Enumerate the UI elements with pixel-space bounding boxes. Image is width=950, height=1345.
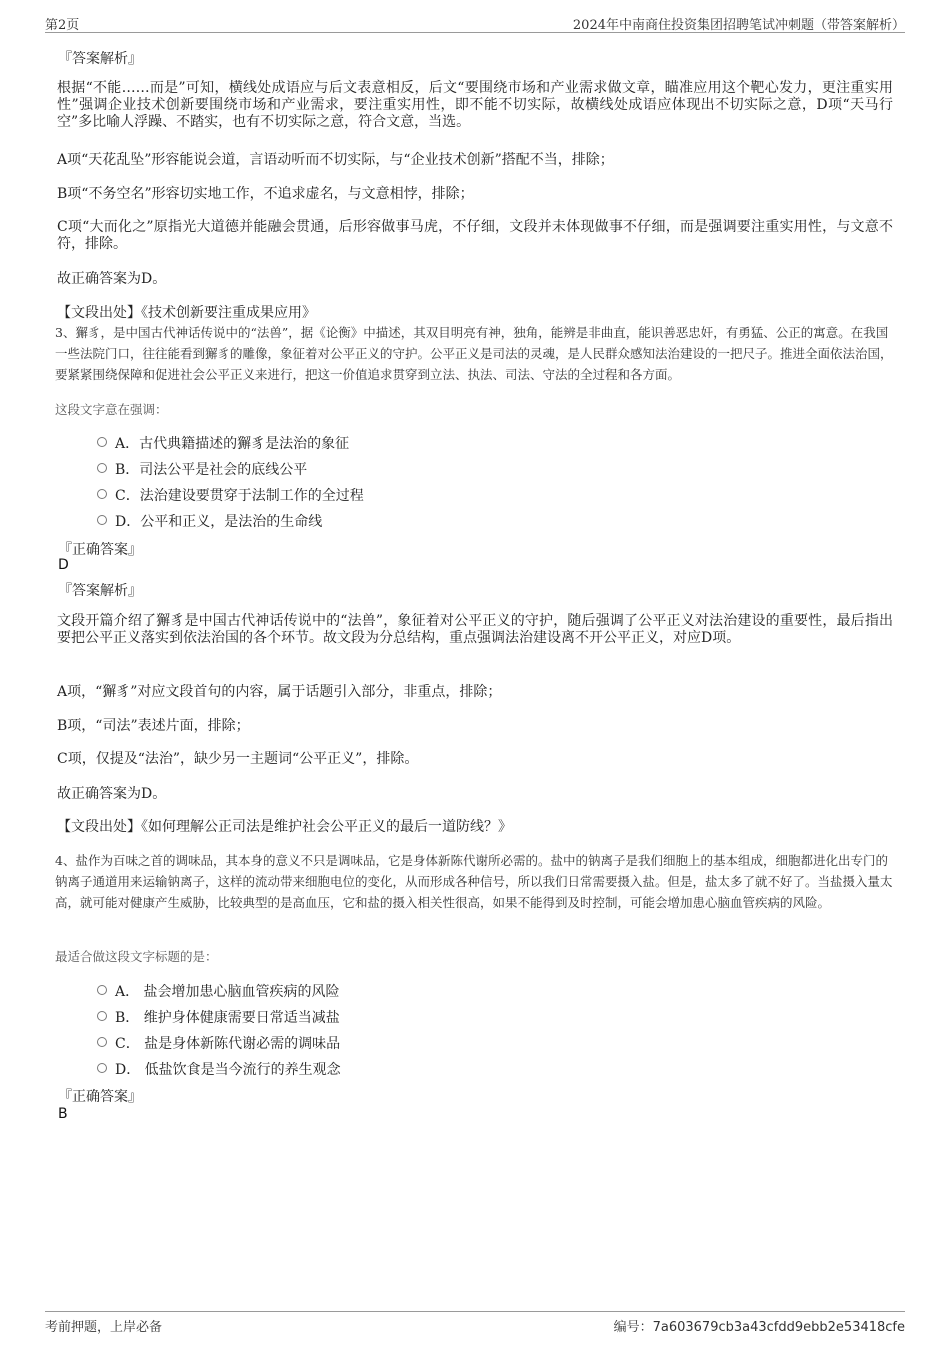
analysis-paragraph: A项，“獬豸”对应文段首句的内容，属于话题引入部分，非重点，排除；	[57, 684, 502, 700]
analysis-paragraph: A项“天花乱坠”形容能说会道，言语动听而不切实际，与“企业技术创新”搭配不当，排除；	[57, 152, 614, 168]
question-stem: 3、獬豸，是中国古代神话传说中的“法兽”，据《论衡》中描述，其双目明亮有神，独角，能辨是非曲直，能识善恶忠奸，有勇猛、公正的寓意。在我国一些法院门口，往往能看到獬豸的雕像，象征着对公平正义的守护。公平正义是司法的灵魂，是人民群众感知法治建设的一把尺子。推进全面依法治国，要紧紧围绕保障和促进社会公平正义来进行，把这一价值追求贯穿到立法、执法、司法、守法的全过程和各方面。	[55, 325, 893, 382]
option-a[interactable]	[97, 981, 950, 1001]
radio-button[interactable]	[97, 489, 107, 499]
conclusion: 故正确答案为D。	[57, 786, 167, 802]
analysis-paragraph: C项“大而化之”原指光大道德并能融会贯通，后形容做事马虎，不仔细，文段并未体现做事不仔细，而是强调要注重实用性，与文意不符，排除。	[57, 219, 893, 252]
footer-slogan: 考前押题，上岸必备	[45, 1320, 163, 1335]
option-label: C．法治建设要贯穿于法制工作的全过程	[115, 488, 364, 504]
radio-button[interactable]	[97, 437, 107, 447]
option-label: B． 维护身体健康需要日常适当减盐	[115, 1010, 340, 1026]
radio-button[interactable]	[97, 1037, 107, 1047]
option-d[interactable]	[97, 1059, 950, 1079]
analysis-paragraph: B项“不务空名”形容切实地工作，不追求虚名，与文意相悖，排除；	[57, 186, 474, 202]
option-a[interactable]	[97, 433, 950, 453]
radio-button[interactable]	[97, 515, 107, 525]
analysis-label: 『答案解析』	[58, 583, 142, 599]
radio-button[interactable]	[97, 985, 107, 995]
radio-button[interactable]	[97, 463, 107, 473]
page-header	[45, 10, 905, 33]
document-title: 2024年中南商住投资集团招聘笔试冲刺题（带答案解析）	[572, 18, 905, 33]
analysis-paragraph: B项，“司法”表述片面，排除；	[57, 718, 250, 734]
option-label: B．司法公平是社会的底线公平	[115, 462, 308, 478]
option-label: C． 盐是身体新陈代谢必需的调味品	[115, 1036, 341, 1052]
conclusion: 故正确答案为D。	[57, 271, 167, 287]
radio-button[interactable]	[97, 1011, 107, 1021]
document-code: 编号：7a603679cb3a43cfdd9ebb2e53418cfe	[613, 1320, 905, 1335]
source-citation: 【文段出处】《如何理解公正司法是维护社会公平正义的最后一道防线？》	[57, 819, 512, 835]
question-prompt: 最适合做这段文字标题的是：	[55, 949, 218, 964]
question-prompt: 这段文字意在强调：	[55, 402, 168, 417]
option-label: A．古代典籍描述的獬豸是法治的象征	[115, 436, 350, 452]
question-stem: 4、盐作为百味之首的调味品，其本身的意义不只是调味品，它是身体新陈代谢所必需的。盐中的钠离子是我们细胞上的基本组成，细胞都进化出专门的钠离子通道用来运输钠离子，这样的流动带来细胞电位的变化，从而形成各种信号，所以我们日常需要摄入盐。但是，盐太多了就不好了。当盐摄入量太高，就可能对健康产生威胁，比较典型的是高血压，它和盐的摄入相关性很高，如果不能得到及时控制，可能会增加患心脑血管疾病的风险。	[55, 853, 893, 910]
option-b[interactable]	[97, 459, 950, 479]
option-label: A． 盐会增加患心脑血管疾病的风险	[115, 984, 340, 1000]
option-label: D．公平和正义，是法治的生命线	[115, 514, 323, 530]
source-citation: 【文段出处】《技术创新要注重成果应用》	[57, 305, 316, 321]
option-d[interactable]	[97, 511, 950, 531]
correct-answer: B	[58, 1106, 68, 1122]
option-b[interactable]	[97, 1007, 950, 1027]
option-label: D． 低盐饮食是当今流行的养生观念	[115, 1062, 341, 1078]
correct-answer-label: 『正确答案』	[58, 542, 142, 558]
analysis-paragraph: 根据“不能……而是”可知，横线处成语应与后文表意相反，后文“要围绕市场和产业需求做文章，瞄准应用这个靶心发力，更注重实用性”强调企业技术创新要围绕市场和产业需求，要注重实用性，即不能不切实际，故横线处成语应体现出不切实际之意，D项“天马行空”多比喻人浮躁、不踏实，也有不切实际之意，符合文意，当选。	[57, 80, 893, 130]
radio-button[interactable]	[97, 1063, 107, 1073]
page-footer	[45, 1311, 905, 1342]
analysis-label: 『答案解析』	[58, 51, 142, 67]
correct-answer-label: 『正确答案』	[58, 1089, 142, 1105]
page-number: 第2页	[45, 18, 80, 33]
analysis-paragraph: C项，仅提及“法治”，缺少另一主题词“公平正义”，排除。	[57, 751, 419, 767]
analysis-paragraph: 文段开篇介绍了獬豸是中国古代神话传说中的“法兽”，象征着对公平正义的守护，随后强调了公平正义对法治建设的重要性，最后指出要把公平正义落实到依法治国的各个环节。故文段为分总结构，重点强调法治建设离不开公平正义，对应D项。	[57, 613, 893, 646]
option-c[interactable]	[97, 485, 950, 505]
option-c[interactable]	[97, 1033, 950, 1053]
correct-answer: D	[58, 557, 69, 573]
